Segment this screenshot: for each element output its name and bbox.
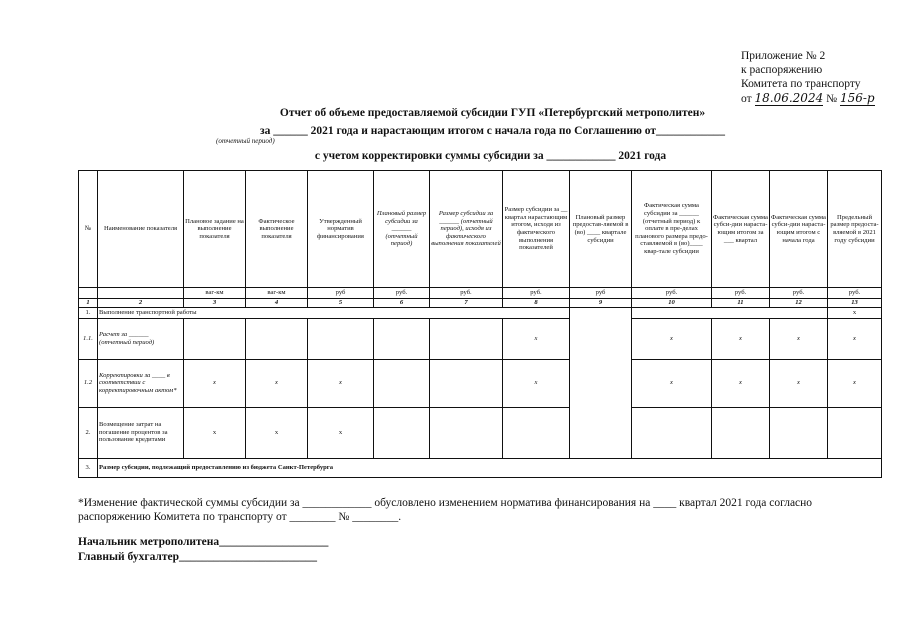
table-cell: х bbox=[503, 318, 570, 359]
appendix-block bbox=[741, 49, 901, 106]
table-cell bbox=[770, 407, 828, 458]
header-cell: Плановый размер предостав-ляемой в (во) ____ квартале субсидии bbox=[570, 171, 632, 288]
table-row bbox=[79, 407, 882, 458]
column-number: 4 bbox=[246, 299, 308, 308]
header-cell: Плановый размер субсидии за ______ (отчетный период) bbox=[374, 171, 430, 288]
header-cell: Наименование показателя bbox=[98, 171, 184, 288]
column-number: 8 bbox=[503, 299, 570, 308]
column-number: 5 bbox=[308, 299, 374, 308]
table-cell: х bbox=[246, 359, 308, 407]
column-number: 12 bbox=[770, 299, 828, 308]
handwritten-number: 156-р bbox=[839, 91, 875, 105]
header-cell: Плановое задание на выполнение показателя bbox=[184, 171, 246, 288]
table-cell: х bbox=[184, 359, 246, 407]
column-number: 9 bbox=[570, 299, 632, 308]
table-cell bbox=[430, 407, 503, 458]
table-header-row bbox=[79, 171, 882, 288]
units-row bbox=[79, 288, 882, 299]
row-number: 1. bbox=[79, 307, 98, 318]
signature-head: Начальник метрополитена___________________ bbox=[78, 536, 329, 548]
table-row bbox=[79, 307, 882, 318]
period-hint: (отчетный период) bbox=[216, 137, 275, 145]
row-number: 2. bbox=[79, 407, 98, 458]
unit-cell: руб. bbox=[770, 288, 828, 299]
table-cell bbox=[184, 318, 246, 359]
table-row bbox=[79, 318, 882, 359]
table-cell: х bbox=[770, 359, 828, 407]
table-cell bbox=[246, 318, 308, 359]
header-cell: Утвержденный норматив финансирования bbox=[308, 171, 374, 288]
column-number: 10 bbox=[632, 299, 712, 308]
table-row bbox=[79, 359, 882, 407]
appendix-line3: Комитета по транспорту bbox=[741, 78, 861, 90]
table-cell: х bbox=[712, 318, 770, 359]
header-cell: Фактическая сумма субси-дии нараста-ющим итогом за ___ квартал bbox=[712, 171, 770, 288]
unit-cell: руб bbox=[308, 288, 374, 299]
table-cell bbox=[828, 407, 882, 458]
row-number: 1.1. bbox=[79, 318, 98, 359]
header-cell: № bbox=[79, 171, 98, 288]
unit-cell: руб bbox=[570, 288, 632, 299]
unit-cell: руб. bbox=[828, 288, 882, 299]
unit-cell bbox=[98, 288, 184, 299]
report-period-line: за ______ 2021 года и нарастающим итогом с начала года по Соглашению от____________ bbox=[259, 125, 726, 137]
column-number-row bbox=[79, 299, 882, 308]
footnote bbox=[78, 496, 898, 524]
appendix-prefix: от bbox=[741, 93, 752, 105]
table-cell: х bbox=[828, 307, 882, 318]
column-number: 11 bbox=[712, 299, 770, 308]
row-name: Корректировки за ____ в соответствии с корректировочным актом* bbox=[98, 359, 184, 407]
column-number: 13 bbox=[828, 299, 882, 308]
table-cell bbox=[430, 359, 503, 407]
column-number: 1 bbox=[79, 299, 98, 308]
unit-cell: ваг-км bbox=[184, 288, 246, 299]
row-number: 3. bbox=[79, 458, 98, 477]
report-title: Отчет об объеме предоставляемой субсидии ГУП «Петербургский метрополитен» bbox=[279, 107, 706, 119]
table-cell bbox=[430, 318, 503, 359]
table-cell: х bbox=[770, 318, 828, 359]
table-cell: х bbox=[632, 318, 712, 359]
signature-block bbox=[78, 535, 328, 565]
footnote-line1: *Изменение фактической суммы субсидии за ____________ обусловлено изменением норматива финансирования на ____ квартал 2021 года согласно bbox=[78, 497, 813, 509]
merged-cell bbox=[570, 307, 632, 458]
table-cell: х bbox=[712, 359, 770, 407]
row-name: Расчет за ______ (отчетный период) bbox=[98, 318, 184, 359]
table-cell bbox=[374, 318, 430, 359]
table-cell bbox=[712, 407, 770, 458]
table-cell: х bbox=[308, 407, 374, 458]
unit-cell bbox=[79, 288, 98, 299]
table-row bbox=[79, 458, 882, 477]
header-cell: Фактическая сумма субси-дии нараста-ющим итогом с начала года bbox=[770, 171, 828, 288]
unit-cell: руб. bbox=[374, 288, 430, 299]
row-number: 1.2 bbox=[79, 359, 98, 407]
unit-cell: руб. bbox=[430, 288, 503, 299]
row-name: Размер субсидии, подлежащий предоставлению из бюджета Санкт-Петербурга bbox=[98, 458, 882, 477]
table-cell: х bbox=[246, 407, 308, 458]
table-cell bbox=[632, 407, 712, 458]
column-number: 7 bbox=[430, 299, 503, 308]
table-cell: х bbox=[632, 359, 712, 407]
appendix-num-label: № bbox=[826, 93, 838, 105]
appendix-line1: Приложение № 2 bbox=[741, 50, 826, 62]
column-number: 2 bbox=[98, 299, 184, 308]
footnote-line2: распоряжению Комитета по транспорту от ________ № ________. bbox=[78, 511, 402, 523]
subsidy-table bbox=[78, 170, 882, 478]
header-cell: Предельный размер предоста-вляемой в 2021 году субсидии bbox=[828, 171, 882, 288]
table-cell: х bbox=[308, 359, 374, 407]
column-number: 3 bbox=[184, 299, 246, 308]
unit-cell: руб. bbox=[712, 288, 770, 299]
unit-cell: руб. bbox=[632, 288, 712, 299]
appendix-line2: к распоряжению bbox=[741, 64, 823, 76]
table-cell bbox=[308, 318, 374, 359]
signature-accountant: Главный бухгалтер________________________ bbox=[78, 551, 318, 563]
table-cell: х bbox=[828, 359, 882, 407]
header-cell: Фактическое выполнение показателя bbox=[246, 171, 308, 288]
table-cell: х bbox=[184, 407, 246, 458]
row-name: Возмещение затрат на погашение процентов за пользование кредитами bbox=[98, 407, 184, 458]
table-cell bbox=[503, 407, 570, 458]
table-cell: х bbox=[828, 318, 882, 359]
header-cell: Размер субсидии за ______ (отчетный период), исходя из фактического выполнения показателей bbox=[430, 171, 503, 288]
column-number: 6 bbox=[374, 299, 430, 308]
table-cell bbox=[374, 407, 430, 458]
table-cell bbox=[632, 307, 828, 318]
header-cell: Размер субсидии за __ квартал нарастающим итогом, исходя из фактического выполнения показателей bbox=[503, 171, 570, 288]
handwritten-date: 18.06.2024 bbox=[754, 91, 824, 105]
unit-cell: руб. bbox=[503, 288, 570, 299]
table-cell: х bbox=[503, 359, 570, 407]
row-name: Выполнение транспортной работы bbox=[98, 307, 570, 318]
appendix-line4 bbox=[741, 91, 901, 106]
table-cell bbox=[374, 359, 430, 407]
report-correction-line: с учетом корректировки суммы субсидии за ____________ 2021 года bbox=[314, 150, 667, 162]
header-cell: Фактическая сумма субсидии за ______ (отчетный период) к оплате в пре-делах планового размера предо-ставляемой в (во)____ квар-тале субсидии bbox=[632, 171, 712, 288]
unit-cell: ваг-км bbox=[246, 288, 308, 299]
